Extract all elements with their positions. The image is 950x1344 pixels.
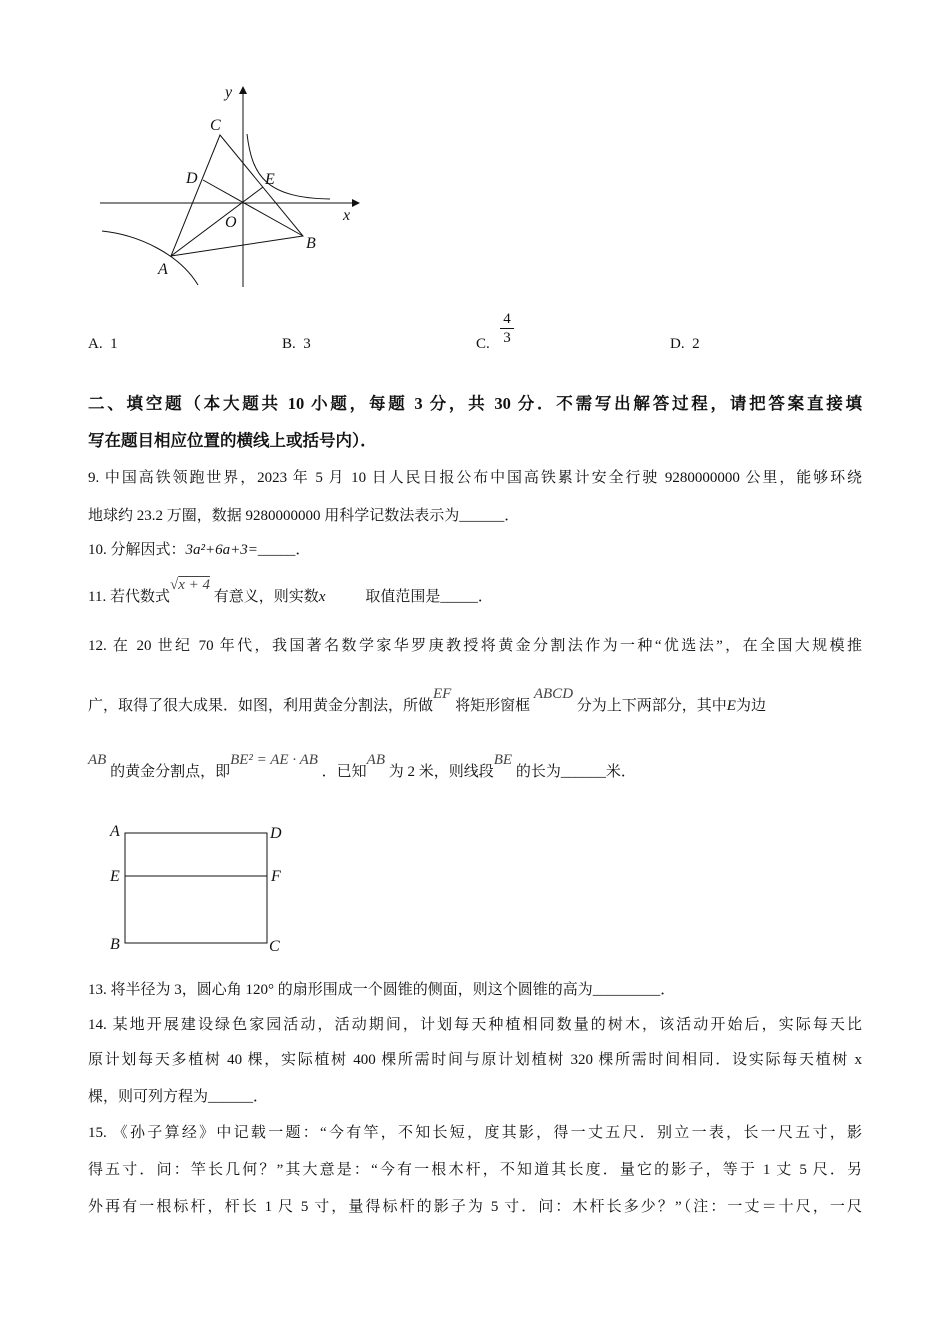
- label-b: B: [306, 235, 316, 252]
- q15-line1: 15. 《孙子算经》中记载一题：“今有竿，不知长短，度其影，得一丈五尺．别立一表，长一尺五寸，影: [88, 1125, 862, 1141]
- option-c: C.: [476, 336, 490, 352]
- section-heading: 二、填空题（本大题共 10 小题，每题 3 分，共 30 分．不需写出解答过程，请把答案直接填: [88, 394, 862, 413]
- q14-line1: 14. 某地开展建设绿色家园活动，活动期间，计划每天种植相同数量的树木，该活动开始后，实际每天比: [88, 1017, 862, 1033]
- label-o: O: [225, 214, 237, 231]
- section-heading-cont: 写在题目相应位置的横线上或括号内）．: [88, 431, 377, 450]
- q12-line3: AB 的黄金分割点，即BE² = AE · AB ．已知AB 为 2 米，则线段BE 的长为______米．: [88, 752, 636, 780]
- label-f: F: [271, 868, 281, 885]
- q10: 10. 分解因式：3a²+6a+3=_____．: [88, 542, 311, 558]
- label-y: y: [225, 84, 233, 101]
- q9-line1: 9. 中国高铁领跑世界，2023 年 5 月 10 日人民日报公布中国高铁累计安全行驶 9280000000 公里，能够环绕: [88, 470, 862, 486]
- option-d: D. 2: [670, 336, 700, 352]
- label-e: E: [110, 868, 120, 885]
- coordinate-figure: [80, 80, 380, 300]
- triangle-abc: [171, 135, 303, 256]
- fraction-four-thirds: $\frac{4}{3}$: [500, 310, 514, 347]
- label-a: A: [158, 261, 168, 278]
- q13: 13. 将半径为 3，圆心角 120° 的扇形围成一个圆锥的侧面，则这个圆锥的高为_________．: [88, 982, 676, 998]
- q15-line3: 外再有一根标杆，杆长 1 尺 5 寸，量得标杆的影子为 5 寸．问：木杆长多少？”（注：一丈＝十尺，一尺: [88, 1199, 862, 1215]
- q12-line2: 广，取得了很大成果．如图，利用黄金分割法，所做EF 将矩形窗框 ABCD 分为上下两部分，其中E为边: [88, 686, 766, 714]
- label-d: D: [186, 170, 198, 187]
- label-a: A: [110, 823, 120, 840]
- hyperbola-branch-3: [102, 231, 198, 285]
- option-b: B. 3: [282, 336, 311, 352]
- label-e: E: [265, 171, 275, 188]
- q9-line2: 地球约 23.2 万圈，数据 9280000000 用科学记数法表示为______．: [88, 508, 520, 524]
- q12-line1: 12. 在 20 世纪 70 年代，我国著名数学家华罗庚教授将黄金分割法作为一种“优选法”，在全国大规模推: [88, 638, 862, 654]
- rectangle-figure: [105, 820, 295, 955]
- q15-line2: 得五寸．问：竿长几何？”其大意是：“今有一根木杆，不知道其长度．量它的影子，等于 1 丈 5 尺．另: [88, 1162, 862, 1178]
- label-c: C: [269, 938, 280, 955]
- option-a: A. 1: [88, 336, 118, 352]
- label-c: C: [210, 117, 221, 134]
- q11: 11. 若代数式√x + 4 有意义，则实数x 取值范围是_____．: [88, 577, 493, 605]
- label-x: x: [343, 207, 351, 224]
- label-d: D: [270, 825, 282, 842]
- label-b: B: [110, 936, 120, 953]
- q14-line3: 棵，则可列方程为______．: [88, 1089, 269, 1105]
- q14-line2: 原计划每天多植树 40 棵，实际植树 400 棵所需时间与原计划植树 320 棵所需时间相同．设实际每天植树 x: [88, 1052, 862, 1068]
